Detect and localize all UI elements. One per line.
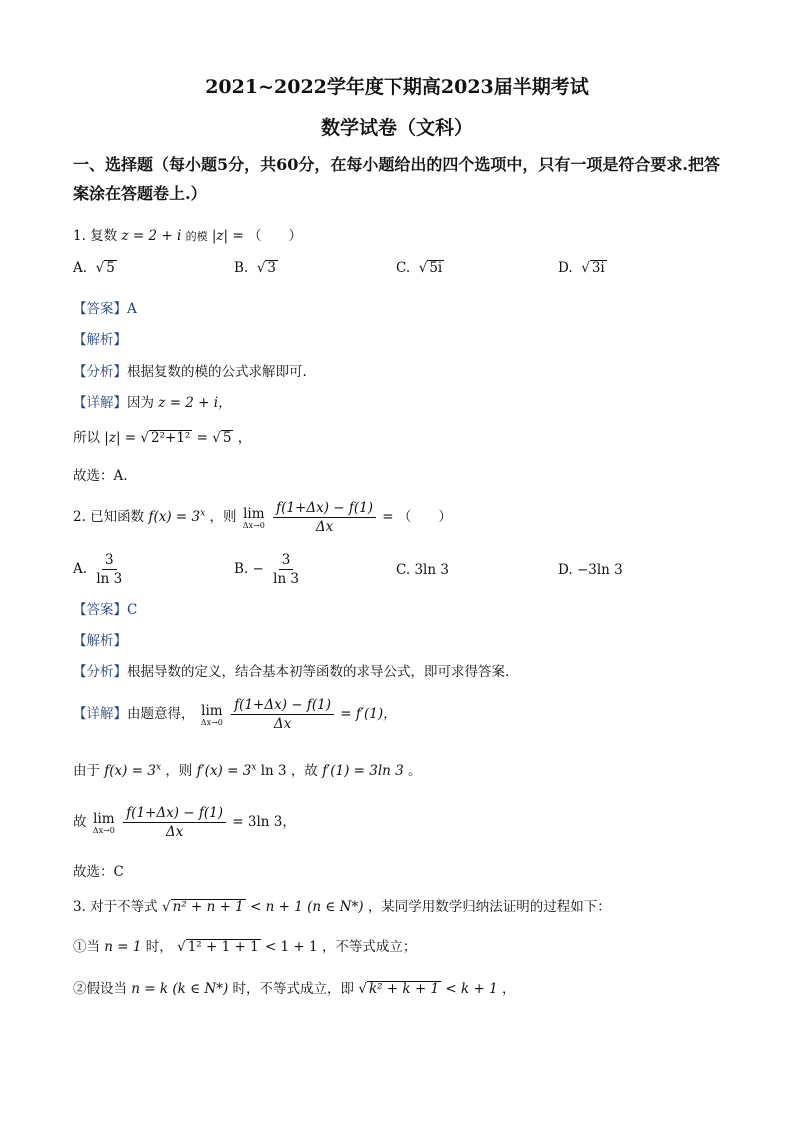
q1-option-c: C. √ 5i	[396, 260, 443, 276]
q2-option-a: A. $\frac{3}{\ln 3}$	[73, 552, 123, 587]
exam-title: 2021~2022学年度下期高2023届半期考试	[205, 76, 589, 98]
q1-option-c-value: 5i	[429, 260, 443, 276]
q2-option-d: D. −3ln 3	[558, 562, 623, 578]
q1-stem	[73, 224, 302, 244]
q2-answer: 【答案】C	[73, 602, 138, 618]
q1-option-a-value: 5	[106, 260, 115, 276]
q2-limit: lim Δx→0	[242, 505, 265, 530]
q1-answer: 【答案】A	[73, 301, 137, 317]
q3-stem: 3. 对于不等式 √ n² + n + 1 < n + 1 (n ∈ N*) ，某同学用数学归纳法证明的过程如下：	[73, 899, 611, 915]
q3-step2: ②假设当 n = k (k ∈ N*) 时，不等式成立，即 √ k² + k + 1 < k + 1 ，	[73, 981, 516, 997]
section-heading-line1: 一、选择题（每小题5分，共60分，在每小题给出的四个选项中，只有一项是符合要求.把答	[73, 155, 720, 174]
q2-stem: 2. 已知函数 $f(x) = 3^x$ ，则 lim Δx→0 $\frac{f(1+\Delta x) - f(1)}{\Delta x}$ = （ ）	[73, 500, 452, 535]
q3-step1: ①当 n = 1 时， √ 1² + 1 + 1 < 1 + 1 ，不等式成立；	[73, 939, 417, 955]
q1-analysis-label: 【解析】	[73, 332, 127, 348]
section-heading-line2: 案涂在答题卷上.）	[73, 184, 207, 203]
q1-option-a: A. √ 5	[73, 260, 115, 276]
q2-analysis-label: 【解析】	[73, 633, 127, 649]
q2-fraction: $\frac{f(1+\Delta x) - f(1)}{\Delta x}$	[273, 500, 376, 535]
q2-so: 故 lim Δx→0 $\frac{f(1+\Delta x) - f(1)}{\Delta x}$ = 3ln 3，	[73, 805, 296, 840]
q1-fenxi: 【分析】根据复数的模的公式求解即可.	[73, 364, 307, 380]
exam-subtitle: 数学试卷（文科）	[320, 117, 473, 139]
q2-fenxi: 【分析】根据导数的定义，结合基本初等函数的求导公式，即可求得答案.	[73, 664, 510, 680]
q2-option-c: C. 3ln 3	[396, 562, 449, 578]
q2-option-b: B. − $\frac{3}{\ln 3}$	[234, 552, 300, 587]
q1-option-d: D. √ 3i	[558, 260, 605, 276]
q1-prefix: 1. 复数	[73, 228, 118, 244]
q1-option-d-value: 3i	[591, 260, 605, 276]
q1-so: 所以 |z| = √ 2²+1² = √ 5 ，	[73, 430, 252, 446]
q2-detail: 【详解】由题意得， lim Δx→0 $\frac{f(1+\Delta x) - f(1)}{\Delta x}$ = f′(1)，	[73, 697, 397, 732]
q1-expr: z = 2 + i	[121, 228, 182, 244]
q1-abs: |z| =	[211, 228, 244, 244]
q2-since: 由于 $f(x) = 3^x$ ，则 $f'(x) = 3^x$ ln 3 ，故 f′(1) = 3ln 3 。	[73, 762, 422, 779]
q1-option-b-value: 3	[267, 260, 277, 276]
q1-blank: （ ）	[247, 228, 302, 244]
q1-option-b: B. √ 3	[234, 260, 277, 276]
q1-detail: 【详解】因为 z = 2 + i，	[73, 395, 232, 411]
q1-choice: 故选：A.	[73, 468, 128, 484]
q2-choice: 故选：C	[73, 864, 124, 880]
q1-mid: 的模	[185, 230, 208, 243]
